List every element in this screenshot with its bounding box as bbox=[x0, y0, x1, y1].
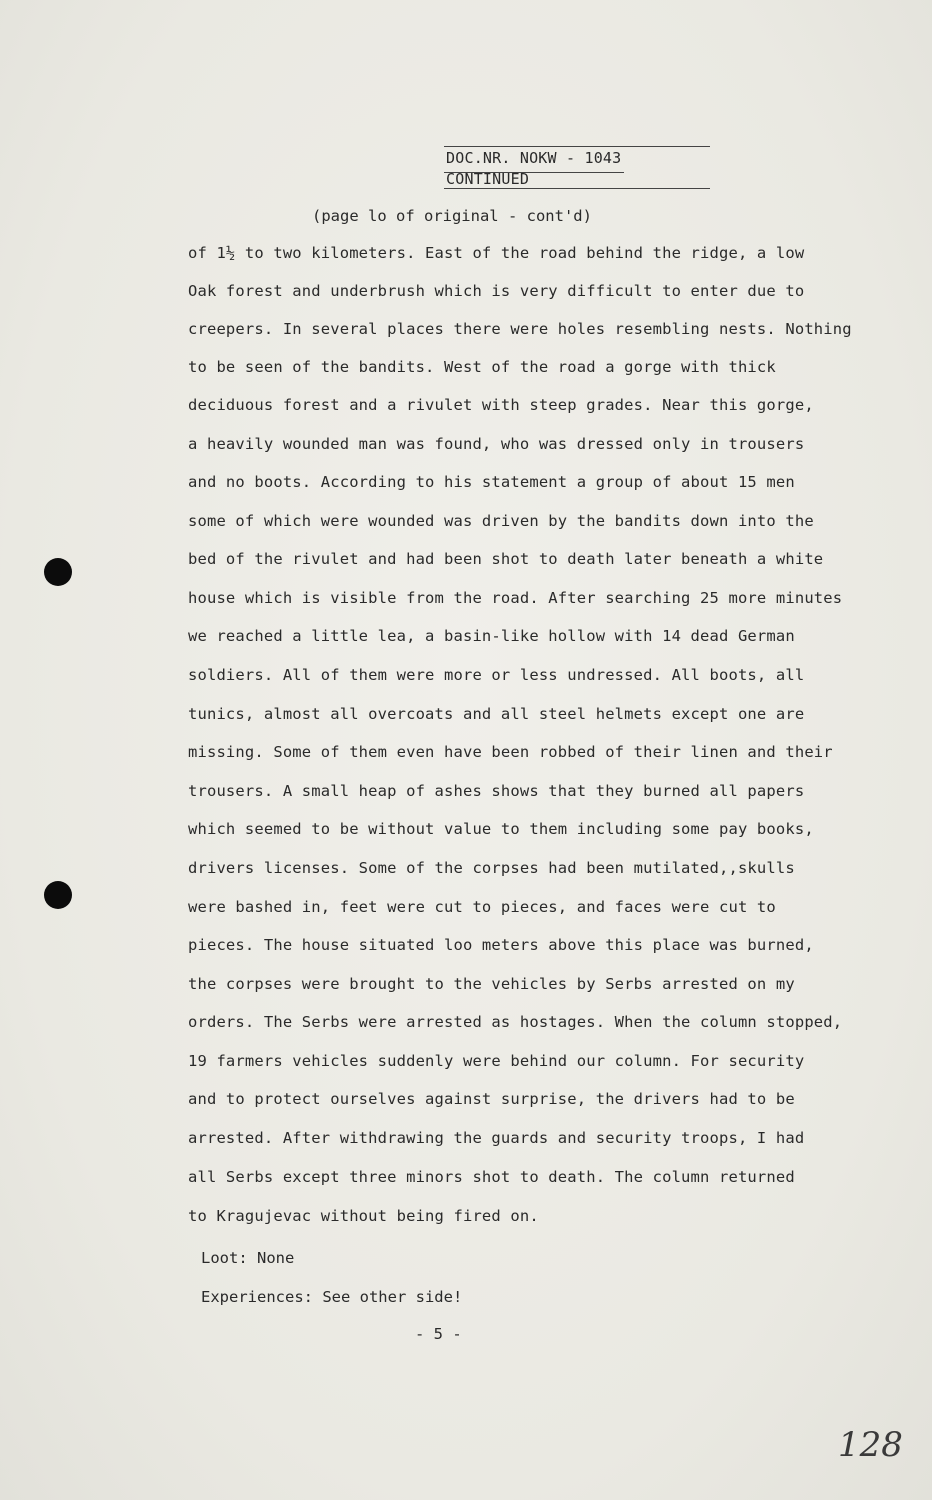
text-line: house which is visible from the road. After searching 25 more minutes bbox=[188, 589, 843, 607]
text-line: trousers. A small heap of ashes shows that they burned all papers bbox=[188, 782, 805, 800]
text-line: and no boots. According to his statement a group of about 15 men bbox=[188, 473, 795, 491]
page-note: (page lo of original - cont'd) bbox=[312, 207, 592, 225]
text-line: to Kragujevac without being fired on. bbox=[188, 1207, 539, 1225]
text-line: creepers. In several places there were holes resembling nests. Nothing bbox=[188, 320, 852, 338]
handwritten-page-number: 128 bbox=[838, 1425, 903, 1465]
text-line: Oak forest and underbrush which is very difficult to enter due to bbox=[188, 282, 805, 300]
text-line: to be seen of the bandits. West of the road a gorge with thick bbox=[188, 358, 776, 376]
text-line: deciduous forest and a rivulet with steep grades. Near this gorge, bbox=[188, 396, 814, 414]
text-line: of 1½ to two kilometers. East of the road behind the ridge, a low bbox=[188, 244, 805, 262]
loot-line: Loot: None bbox=[201, 1249, 295, 1267]
doc-number: DOC.NR. NOKW - 1043 bbox=[446, 149, 622, 167]
text-line: pieces. The house situated loo meters above this place was burned, bbox=[188, 936, 814, 954]
text-line: all Serbs except three minors shot to death. The column returned bbox=[188, 1168, 795, 1186]
text-line: and to protect ourselves against surprise, the drivers had to be bbox=[188, 1090, 795, 1108]
text-line: a heavily wounded man was found, who was dressed only in trousers bbox=[188, 435, 805, 453]
text-line: orders. The Serbs were arrested as hostages. When the column stopped, bbox=[188, 1013, 843, 1031]
punch-hole bbox=[44, 558, 72, 586]
continued-label: CONTINUED bbox=[446, 170, 530, 188]
page-number: - 5 - bbox=[415, 1325, 462, 1343]
text-line: 19 farmers vehicles suddenly were behind our column. For security bbox=[188, 1052, 805, 1070]
text-line: soldiers. All of them were more or less undressed. All boots, all bbox=[188, 666, 805, 684]
text-line: which seemed to be without value to them including some pay books, bbox=[188, 820, 814, 838]
text-line: drivers licenses. Some of the corpses had been mutilated,,skulls bbox=[188, 859, 795, 877]
header-rule bbox=[444, 146, 710, 147]
experiences-line: Experiences: See other side! bbox=[201, 1288, 463, 1306]
punch-hole bbox=[44, 881, 72, 909]
text-line: missing. Some of them even have been robbed of their linen and their bbox=[188, 743, 833, 761]
header-rule bbox=[444, 188, 710, 189]
text-line: the corpses were brought to the vehicles by Serbs arrested on my bbox=[188, 975, 795, 993]
text-line: bed of the rivulet and had been shot to death later beneath a white bbox=[188, 550, 824, 568]
text-line: tunics, almost all overcoats and all steel helmets except one are bbox=[188, 705, 805, 723]
text-line: were bashed in, feet were cut to pieces, and faces were cut to bbox=[188, 898, 776, 916]
text-line: arrested. After withdrawing the guards and security troops, I had bbox=[188, 1129, 805, 1147]
text-line: we reached a little lea, a basin-like hollow with 14 dead German bbox=[188, 627, 795, 645]
text-line: some of which were wounded was driven by the bandits down into the bbox=[188, 512, 814, 530]
